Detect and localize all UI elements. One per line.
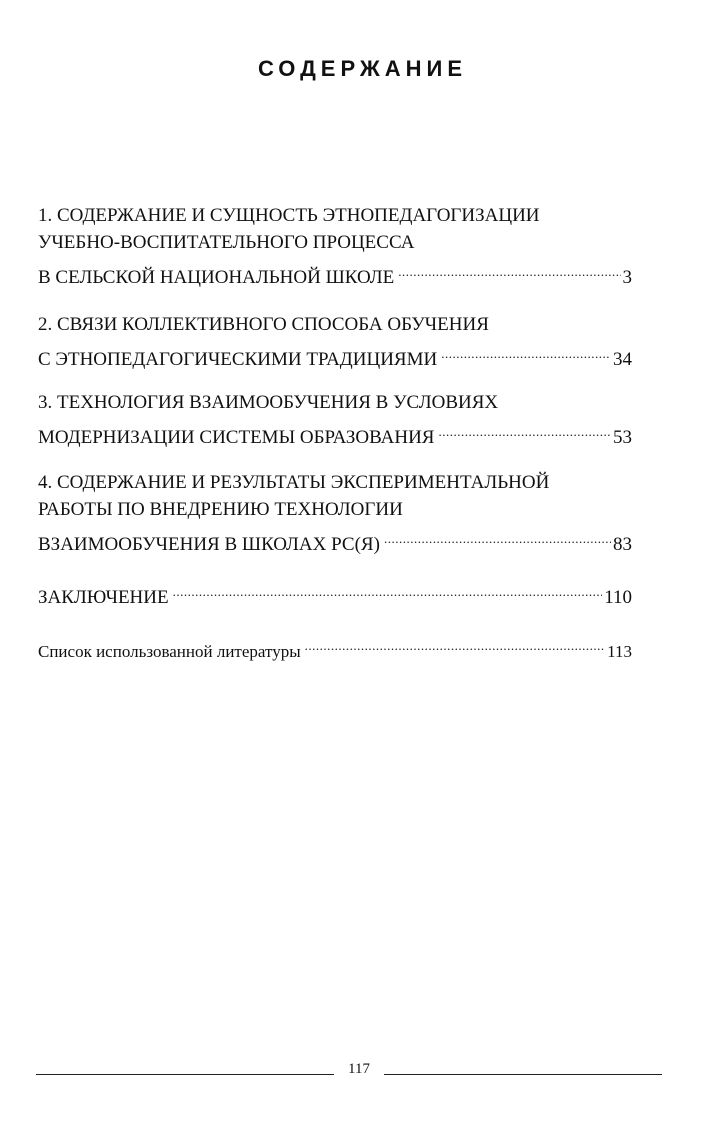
- toc-entry-1-page: 3: [622, 267, 632, 288]
- toc-entry-2[interactable]: [38, 311, 632, 373]
- toc-entry-2-page: 34: [613, 349, 632, 370]
- toc-entry-bibliography-page: 113: [607, 642, 632, 661]
- toc-entry-3-page: 53: [613, 427, 632, 448]
- toc-entry-4[interactable]: [38, 469, 632, 558]
- toc-entry-bibliography[interactable]: [38, 630, 632, 665]
- page-footer: [36, 1060, 662, 1080]
- dot-leader: [441, 338, 611, 365]
- toc-entry-1-line-2: УЧЕБНО-ВОСПИТАТЕЛЬНОГО ПРОЦЕССА: [38, 232, 415, 253]
- toc-entry-1[interactable]: [38, 202, 632, 291]
- toc-entry-1-last-line: [38, 256, 632, 291]
- footer-rule-left: [36, 1074, 334, 1075]
- toc-entry-3-last-line: [38, 416, 632, 451]
- dot-leader: [398, 256, 620, 283]
- dot-leader: [173, 576, 603, 603]
- toc-entry-conclusion[interactable]: [38, 576, 632, 611]
- toc-entry-conclusion-line: [38, 576, 632, 611]
- toc-entry-bibliography-line: [38, 630, 632, 665]
- toc-entry-4-line-3: ВЗАИМООБУЧЕНИЯ В ШКОЛАХ РС(Я): [38, 534, 380, 555]
- toc-entry-1-line-3: В СЕЛЬСКОЙ НАЦИОНАЛЬНОЙ ШКОЛЕ: [38, 267, 395, 288]
- page-number: 117: [348, 1061, 370, 1077]
- toc-entry-4-line-2: РАБОТЫ ПО ВНЕДРЕНИЮ ТЕХНОЛОГИИ: [38, 499, 403, 520]
- toc-entry-3-line-1: 3. ТЕХНОЛОГИЯ ВЗАИМООБУЧЕНИЯ В УСЛОВИЯХ: [38, 392, 499, 413]
- toc-entry-4-line-1: 4. СОДЕРЖАНИЕ И РЕЗУЛЬТАТЫ ЭКСПЕРИМЕНТАЛЬНОЙ: [38, 472, 550, 493]
- footer-rule-right: [384, 1074, 662, 1075]
- toc-entry-conclusion-page: 110: [604, 587, 632, 608]
- dot-leader: [305, 630, 605, 657]
- toc-entry-2-line-2: С ЭТНОПЕДАГОГИЧЕСКИМИ ТРАДИЦИЯМИ: [38, 349, 438, 370]
- toc-entry-conclusion-title: ЗАКЛЮЧЕНИЕ: [38, 587, 169, 608]
- toc-entry-3-line-2: МОДЕРНИЗАЦИИ СИСТЕМЫ ОБРАЗОВАНИЯ: [38, 427, 435, 448]
- toc-entry-3[interactable]: [38, 389, 632, 451]
- dot-leader: [438, 416, 611, 443]
- dot-leader: [384, 523, 611, 550]
- toc-entry-bibliography-title: Список использованной литературы: [38, 642, 301, 661]
- toc-entry-2-line-1: 2. СВЯЗИ КОЛЛЕКТИВНОГО СПОСОБА ОБУЧЕНИЯ: [38, 314, 489, 335]
- page-title: СОДЕРЖАНИЕ: [257, 56, 468, 81]
- toc-entry-4-page: 83: [613, 534, 632, 555]
- toc-entry-1-line-1: 1. СОДЕРЖАНИЕ И СУЩНОСТЬ ЭТНОПЕДАГОГИЗАЦИИ: [38, 205, 540, 226]
- toc-entry-4-last-line: [38, 523, 632, 558]
- toc-entry-2-last-line: [38, 338, 632, 373]
